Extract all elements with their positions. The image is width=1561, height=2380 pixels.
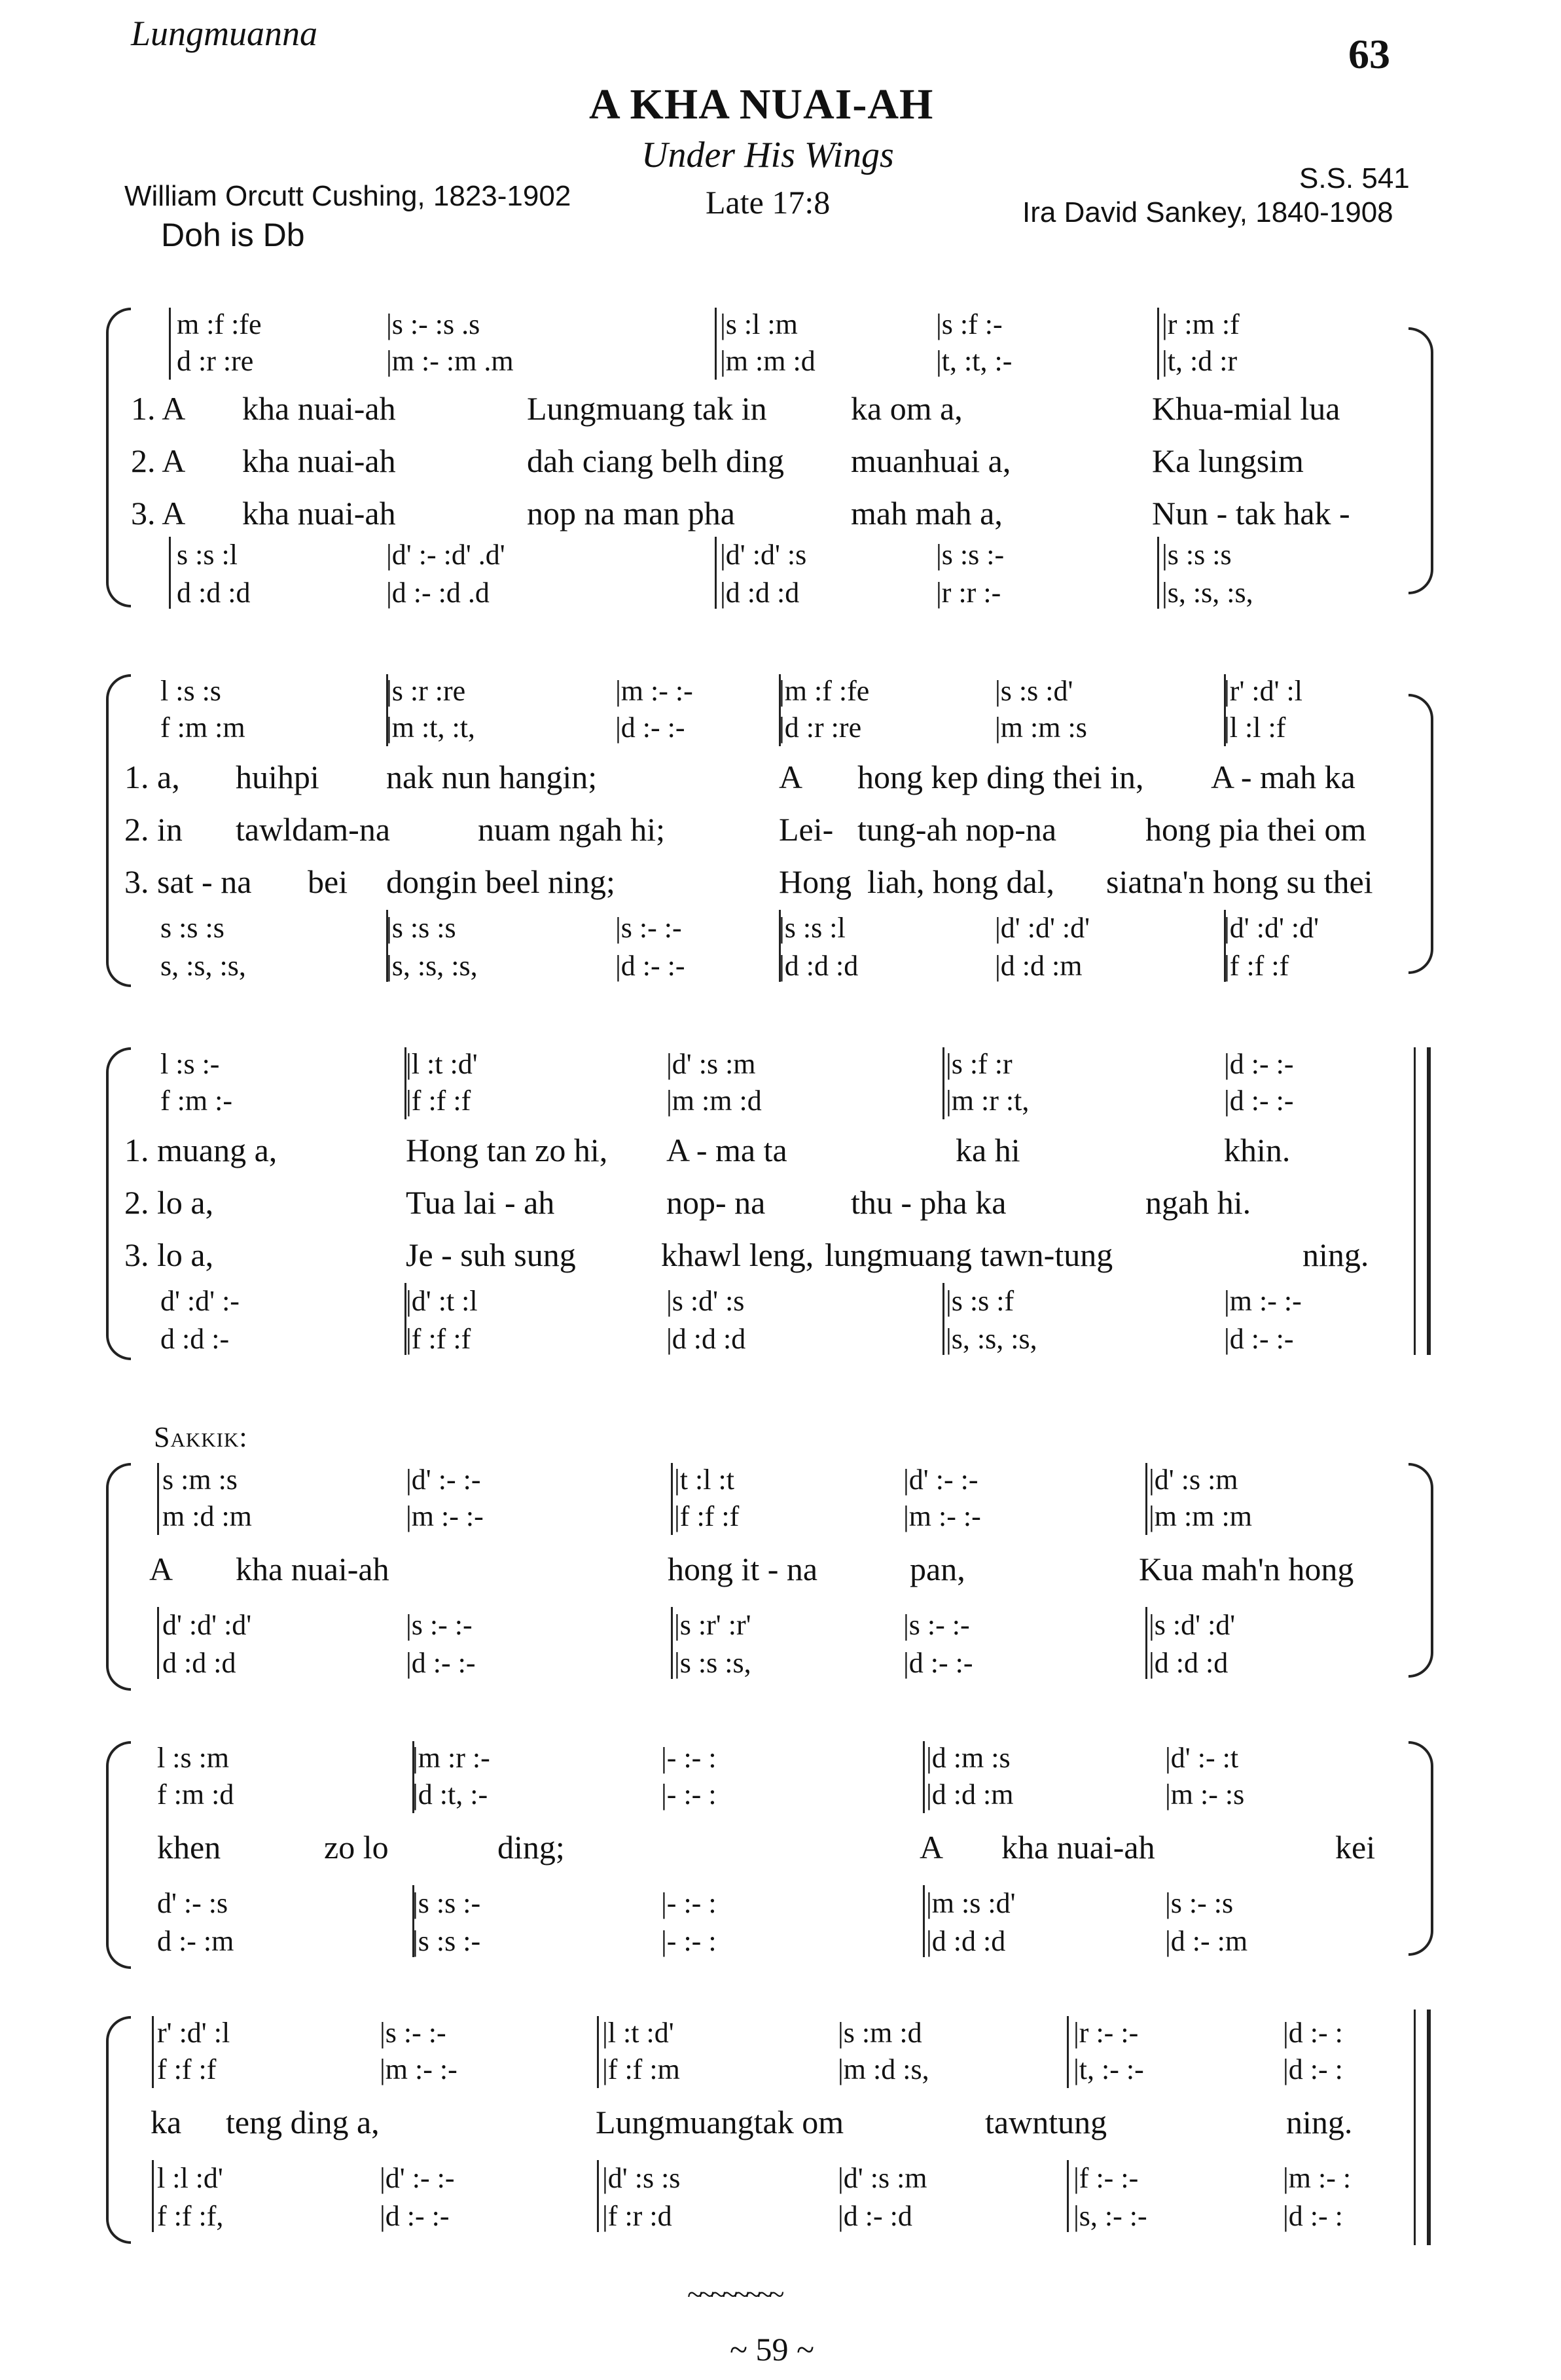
- lyric: nop na man pha: [527, 495, 735, 532]
- lyric: A - ma ta: [666, 1132, 787, 1168]
- notation: |d :- :: [1283, 2200, 1343, 2232]
- notation: |d :- :-: [406, 1647, 476, 1679]
- notation: |d :- :m: [1165, 1925, 1248, 1957]
- lyric: huihpi: [236, 759, 319, 795]
- lyric: hong it - na: [668, 1551, 818, 1587]
- notation: |d :d :m: [995, 950, 1083, 982]
- notation: |d :- :d: [838, 2200, 912, 2232]
- lyric: ning.: [1302, 1236, 1369, 1273]
- barline: [157, 1607, 159, 1679]
- notation: |t, :t, :-: [936, 345, 1013, 377]
- notation: s :s :s: [160, 912, 224, 944]
- notation: |m :r :-: [412, 1742, 490, 1774]
- barline: [671, 1463, 673, 1535]
- notation: d' :d' :d': [162, 1609, 252, 1641]
- lyric: tawldam-na: [236, 811, 391, 848]
- notation: |d' :- :-: [406, 1464, 481, 1496]
- barline: [942, 1047, 944, 1119]
- notation: |s :- :-: [380, 2017, 446, 2049]
- notation: |f :r :d: [602, 2200, 672, 2232]
- notation: |f :f :f: [674, 1500, 740, 1532]
- lyric: Ka lungsim: [1152, 442, 1304, 479]
- notation: d :d :d: [162, 1647, 236, 1679]
- lyric: 2. lo a,: [124, 1184, 214, 1221]
- notation: |t, :- :-: [1073, 2053, 1144, 2085]
- barline: [1157, 537, 1159, 609]
- final-barline: [1427, 2010, 1431, 2245]
- lyric: tung-ah nop-na: [857, 811, 1057, 848]
- notation: |d :- :-: [615, 950, 685, 982]
- notation: |s :f :r: [946, 1048, 1013, 1080]
- notation: |m :- :-: [406, 1500, 484, 1532]
- notation: |m :- :: [1283, 2162, 1352, 2194]
- notation: |d' :- :t: [1165, 1742, 1239, 1774]
- notation: |r' :d' :l: [1224, 675, 1302, 707]
- barline: [923, 1885, 925, 1957]
- notation: d :- :m: [157, 1925, 234, 1957]
- lyric: tawntung: [985, 2104, 1107, 2140]
- notation: |d :d :d: [1149, 1647, 1229, 1679]
- barline: [1145, 1463, 1147, 1535]
- notation: |m :- :m .m: [386, 345, 514, 377]
- notation: |m :m :d: [720, 345, 816, 377]
- notation: |r :m :f: [1162, 308, 1240, 340]
- notation: f :m :d: [157, 1778, 234, 1811]
- notation: |d' :d' :d': [1224, 912, 1319, 944]
- notation: f :f :f,: [157, 2200, 224, 2232]
- barline: [152, 2016, 154, 2088]
- notation: |d' :d' :s: [720, 539, 807, 571]
- lyric: khin.: [1224, 1132, 1291, 1168]
- lyric: Hong tan zo hi,: [406, 1132, 608, 1168]
- notation: |d :- :-: [615, 712, 685, 744]
- notation: d' :- :s: [157, 1887, 228, 1919]
- notation: |s :m :d: [838, 2017, 922, 2049]
- lyric: ning.: [1286, 2104, 1353, 2140]
- notation: |r :- :-: [1073, 2017, 1139, 2049]
- lyric: kha nuai-ah: [242, 390, 396, 427]
- lyric: thu - pha ka: [851, 1184, 1007, 1221]
- notation: |s :r :re: [386, 675, 466, 707]
- notation: s :m :s: [162, 1464, 238, 1496]
- lyric: pan,: [910, 1551, 965, 1587]
- notation: |l :t :d': [602, 2017, 674, 2049]
- notation: |d' :- :-: [903, 1464, 978, 1496]
- barline: [152, 2160, 154, 2232]
- notation: |s :- :-: [903, 1609, 970, 1641]
- notation: |s, :s, :s,: [1162, 577, 1253, 609]
- right-brace: [1408, 327, 1433, 594]
- notation: |d :d :m: [926, 1778, 1014, 1811]
- notation: |s :s :-: [936, 539, 1005, 571]
- lyric: kha nuai-ah: [242, 442, 396, 479]
- song-subtitle: Under His Wings: [641, 135, 894, 175]
- barline: [157, 1463, 159, 1535]
- notation: |d' :- :-: [380, 2162, 455, 2194]
- notation: |s :s :l: [779, 912, 846, 944]
- page-number: 63: [1348, 31, 1390, 77]
- notation: |m :- :-: [903, 1500, 981, 1532]
- lyric: 2. A: [131, 442, 186, 479]
- barline: [715, 537, 717, 609]
- notation: m :f :fe: [177, 308, 262, 340]
- notation: l :l :d': [157, 2162, 223, 2194]
- notation: f :m :-: [160, 1085, 232, 1117]
- notation: |- :- :: [661, 1742, 717, 1774]
- notation: |m :t, :t,: [386, 712, 475, 744]
- lyric: siatna'n hong su thei: [1106, 863, 1373, 900]
- notation: |d :- :d .d: [386, 577, 490, 609]
- lyric: Lungmuangtak om: [596, 2104, 844, 2140]
- notation: |f :f :f: [406, 1085, 471, 1117]
- notation: |s :- :s .s: [386, 308, 480, 340]
- notation: |d :- :-: [1224, 1048, 1294, 1080]
- notation: |d :- :-: [1224, 1323, 1294, 1355]
- left-brace: [106, 2016, 131, 2244]
- barline: [169, 308, 171, 380]
- final-barline: [1414, 2010, 1416, 2245]
- barline: [169, 537, 171, 609]
- notation: |m :- :-: [1224, 1285, 1302, 1317]
- notation: |d' :t :l: [406, 1285, 478, 1317]
- lyric: hong pia thei om: [1145, 811, 1367, 848]
- notation: |d :- :-: [380, 2200, 450, 2232]
- music-system-3: [98, 1041, 1433, 1368]
- song-title: A KHA NUAI-AH: [589, 81, 934, 128]
- right-brace: [1408, 1463, 1433, 1678]
- lyric: nuam ngah hi;: [478, 811, 666, 848]
- notation: |s :d' :d': [1149, 1609, 1236, 1641]
- notation: |m :m :d: [666, 1085, 762, 1117]
- notation: |d :- :: [1283, 2053, 1343, 2085]
- barline: [715, 308, 717, 380]
- music-system-2: [98, 668, 1433, 995]
- notation: |s :s :s: [1162, 539, 1232, 571]
- left-brace: [106, 308, 131, 607]
- notation: |s :s :d': [995, 675, 1073, 707]
- footer-page-number: ~ 59 ~: [730, 2331, 815, 2368]
- notation: |s :s :f: [946, 1285, 1014, 1317]
- notation: |d :d :d: [666, 1323, 746, 1355]
- barline: [1067, 2160, 1069, 2232]
- key-signature: Doh is Db: [161, 217, 305, 253]
- notation: |d' :s :s: [602, 2162, 681, 2194]
- notation: |d :t, :-: [412, 1778, 488, 1811]
- notation: l :s :-: [160, 1048, 220, 1080]
- lyric: nak nun hangin;: [386, 759, 598, 795]
- notation: |d :d :d: [779, 950, 859, 982]
- barline: [597, 2160, 599, 2232]
- lyric: ka: [151, 2104, 182, 2140]
- notation: |s :s :s: [386, 912, 456, 944]
- lyric: 3. sat - na: [124, 863, 252, 900]
- barline: [942, 1283, 944, 1355]
- notation: |d :- :-: [1224, 1085, 1294, 1117]
- final-barline: [1427, 1047, 1431, 1355]
- lyric: bei: [308, 863, 348, 900]
- notation: |l :l :f: [1224, 712, 1286, 744]
- music-system-5: [98, 1735, 1433, 1970]
- lyric: Je - suh sung: [406, 1236, 576, 1273]
- lyric: 1. a,: [124, 759, 180, 795]
- lyric: dah ciang belh ding: [527, 442, 784, 479]
- lyric: Hong: [779, 863, 852, 900]
- notation: |s :d' :s: [666, 1285, 745, 1317]
- music-system-4: [98, 1456, 1433, 1692]
- barline: [1145, 1607, 1147, 1679]
- lyric: 1. muang a,: [124, 1132, 278, 1168]
- barline: [1067, 2016, 1069, 2088]
- lyric: lungmuang tawn-tung: [825, 1236, 1113, 1273]
- lyric: zo lo: [324, 1829, 389, 1866]
- notation: |- :- :: [661, 1887, 717, 1919]
- notation: |d :m :s: [926, 1742, 1011, 1774]
- chorus-label: Sakkik:: [154, 1421, 248, 1453]
- notation: |s :s :s,: [674, 1647, 751, 1679]
- lyric: Tua lai - ah: [406, 1184, 555, 1221]
- notation: |f :f :m: [602, 2053, 680, 2085]
- lyric: A: [920, 1829, 944, 1866]
- notation: |d :d :d: [720, 577, 800, 609]
- lyric: ka om a,: [851, 390, 963, 427]
- notation: |s :s :-: [412, 1925, 481, 1957]
- lyric: 3. A: [131, 495, 186, 532]
- notation: |d' :s :m: [1149, 1464, 1238, 1496]
- lyric: Lungmuang tak in: [527, 390, 767, 427]
- lyric: teng ding a,: [226, 2104, 380, 2140]
- notation: |s :- :-: [615, 912, 682, 944]
- lyric: Lei-: [779, 811, 834, 848]
- barline: [1157, 308, 1159, 380]
- notation: |s :s :-: [412, 1887, 481, 1919]
- notation: |d' :s :m: [838, 2162, 927, 2194]
- lyric: ka hi: [956, 1132, 1020, 1168]
- barline: [671, 1607, 673, 1679]
- lyric: kei: [1335, 1829, 1376, 1866]
- notation: l :s :m: [157, 1742, 230, 1774]
- barline: [597, 2016, 599, 2088]
- lyric: ding;: [497, 1829, 565, 1866]
- notation: |d :- :-: [903, 1647, 973, 1679]
- lyric: dongin beel ning;: [386, 863, 615, 900]
- notation: |t, :d :r: [1162, 345, 1238, 377]
- left-brace: [106, 1463, 131, 1691]
- composer: Ira David Sankey, 1840-1908: [1022, 196, 1393, 228]
- lyric: kha nuai-ah: [242, 495, 396, 532]
- music-system-6: [98, 2010, 1433, 2245]
- notation: |s :- :s: [1165, 1887, 1234, 1919]
- lyric: Khua-mial lua: [1152, 390, 1340, 427]
- notation: d :d :d: [177, 577, 251, 609]
- lyric: 2. in: [124, 811, 183, 848]
- notation: d :r :re: [177, 345, 254, 377]
- notation: |f :f :f: [1224, 950, 1289, 982]
- lyric: 1. A: [131, 390, 186, 427]
- notation: m :d :m: [162, 1500, 252, 1532]
- author: William Orcutt Cushing, 1823-1902: [124, 180, 571, 212]
- notation: |m :- :-: [615, 675, 693, 707]
- notation: |s, :- :-: [1073, 2200, 1147, 2232]
- notation: |m :r :t,: [946, 1085, 1030, 1117]
- notation: r' :d' :l: [157, 2017, 230, 2049]
- ss-number: S.S. 541: [1299, 162, 1410, 194]
- notation: d' :d' :-: [160, 1285, 240, 1317]
- notation: |- :- :: [661, 1778, 717, 1811]
- notation: |m :- :s: [1165, 1778, 1245, 1811]
- notation: |d :d :d: [926, 1925, 1006, 1957]
- lyric: A - mah ka: [1211, 759, 1355, 795]
- notation: |s :l :m: [720, 308, 798, 340]
- notation: |s :r' :r': [674, 1609, 751, 1641]
- lyric: ngah hi.: [1145, 1184, 1251, 1221]
- notation: |m :m :m: [1149, 1500, 1252, 1532]
- notation: |s, :s, :s,: [946, 1323, 1037, 1355]
- notation: |m :m :s: [995, 712, 1087, 744]
- lyric: nop- na: [666, 1184, 766, 1221]
- barline: [923, 1741, 925, 1813]
- notation: |f :f :f: [406, 1323, 471, 1355]
- notation: f :m :m: [160, 712, 245, 744]
- notation: |d' :- :d' .d': [386, 539, 505, 571]
- notation: |d' :s :m: [666, 1048, 756, 1080]
- lyric: khawl leng,: [661, 1236, 814, 1273]
- notation: s :s :l: [177, 539, 238, 571]
- notation: f :f :f: [157, 2053, 217, 2085]
- section-title: Lungmuanna: [131, 14, 318, 53]
- final-barline: [1414, 1047, 1416, 1355]
- notation: |s :- :-: [406, 1609, 473, 1641]
- lyric: khen: [157, 1829, 221, 1866]
- lyric: Nun - tak hak -: [1152, 495, 1350, 532]
- notation: d :d :-: [160, 1323, 230, 1355]
- notation: |d :r :re: [779, 712, 862, 744]
- lyric: hong kep ding thei in,: [857, 759, 1144, 795]
- left-brace: [106, 1741, 131, 1969]
- right-brace: [1408, 1741, 1433, 1956]
- lyric: A: [149, 1551, 173, 1587]
- lyric: liah, hong dal,: [867, 863, 1055, 900]
- notation: l :s :s: [160, 675, 221, 707]
- lyric: Kua mah'n hong: [1139, 1551, 1354, 1587]
- notation: s, :s, :s,: [160, 950, 246, 982]
- notation: |s, :s, :s,: [386, 950, 478, 982]
- notation: |m :- :-: [380, 2053, 458, 2085]
- scripture-reference: Late 17:8: [706, 184, 831, 221]
- notation: |m :f :fe: [779, 675, 870, 707]
- notation: |- :- :: [661, 1925, 717, 1957]
- notation: |m :d :s,: [838, 2053, 929, 2085]
- notation: |s :f :-: [936, 308, 1003, 340]
- footer-ornament: ~~~~~~~~: [687, 2279, 781, 2311]
- notation: |t :l :t: [674, 1464, 734, 1496]
- lyric: kha nuai-ah: [1001, 1829, 1155, 1866]
- music-system-1: [98, 301, 1433, 615]
- notation: |d :- :: [1283, 2017, 1343, 2049]
- notation: |r :r :-: [936, 577, 1001, 609]
- lyric: A: [779, 759, 803, 795]
- lyric: 3. lo a,: [124, 1236, 214, 1273]
- notation: |d' :d' :d': [995, 912, 1090, 944]
- notation: |l :t :d': [406, 1048, 478, 1080]
- right-brace: [1408, 694, 1433, 974]
- notation: |m :s :d': [926, 1887, 1016, 1919]
- notation: |f :- :-: [1073, 2162, 1139, 2194]
- lyric: kha nuai-ah: [236, 1551, 389, 1587]
- lyric: mah mah a,: [851, 495, 1003, 532]
- lyric: muanhuai a,: [851, 442, 1011, 479]
